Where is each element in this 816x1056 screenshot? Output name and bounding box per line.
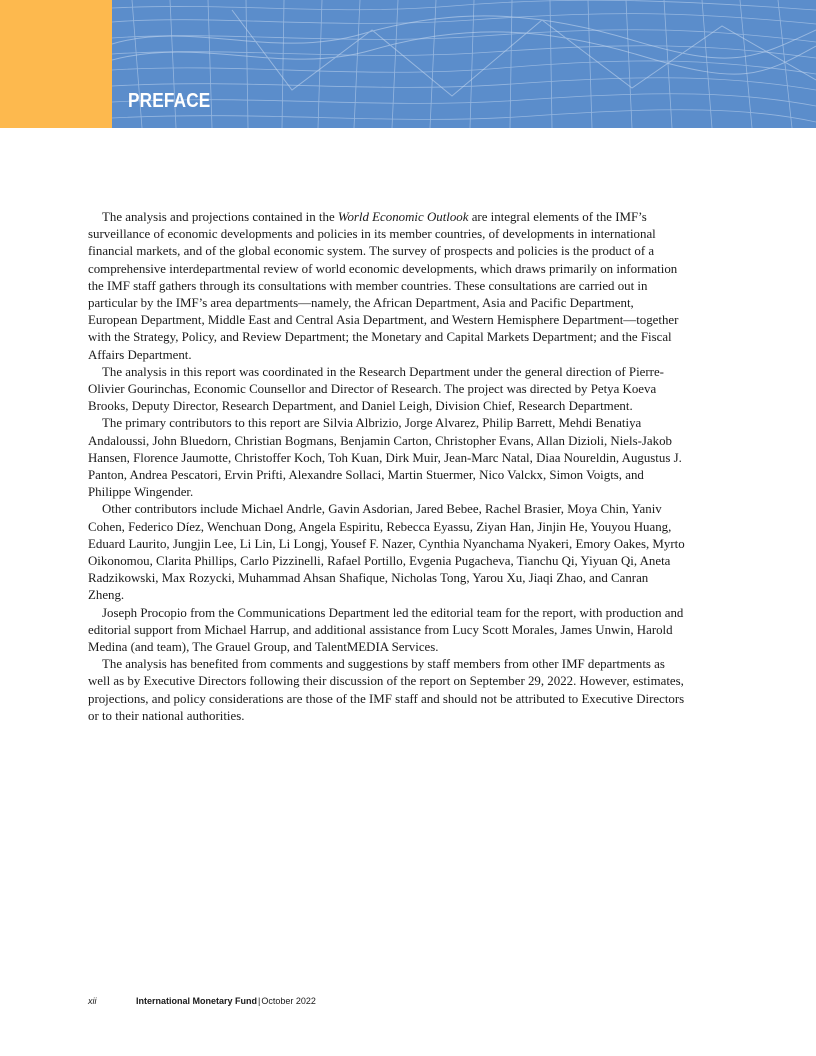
- paragraph: The analysis has benefited from comments and suggestions by staff members from other IMF departments as well as by Executive Directors following their discussion of the report on September 29, 2022. However, estimates, projections, and policy considerations are those of the IMF staff and should not be attributed to Executive Directors or to their national authorities.: [88, 657, 685, 723]
- wireframe-graphic: [112, 0, 816, 128]
- page-number: xii: [88, 996, 97, 1006]
- wireframe-mesh: [112, 0, 816, 128]
- paragraph: [88, 209, 686, 364]
- paragraph: The primary contributors to this report are Silvia Albrizio, Jorge Alvarez, Philip Barrett, Mehdi Benatiya Andaloussi, John Bluedorn, Christian Bogmans, Benjamin Carton, Christopher Evans, Allan Dizioli, Niels-Jakob Hansen, Florence Jaumotte, Christoffer Koch, Toh Kuan, Dirk Muir, Jean-Marc Natal, Diaa Noureldin, Augustus J. Panton, Andrea Pescatori, Ervin Prifti, Alexandre Sollaci, Martin Stuermer, Nico Valckx, Simon Voigts, and Philippe Wingender.: [88, 416, 682, 500]
- page-title: PREFACE: [128, 90, 211, 112]
- footer-separator: |: [258, 996, 261, 1006]
- paragraph-text: are integral elements of the IMF’s surveillance of economic developments and policies in its member countries, of developments in international financial markets, and of the global economic system. The survey of prospects and policies is the product of a comprehensive interdepartmental review of world economic developments, which draws primarily on information the IMF staff gathers through its consultations with member countries. These consultations are carried out in particular by the IMF’s area departments—namely, the African Department, Asia and Pacific Department, European Department, Middle East and Central Asia Department, and Western Hemisphere Department—together with the Strategy, Policy, and Review Department; the Monetary and Capital Markets Department; and the Fiscal Affairs Department.: [88, 210, 679, 362]
- paragraph: The analysis in this report was coordinated in the Research Department under the general direction of Pierre-Olivier Gourinchas, Economic Counsellor and Director of Research. The project was directed by Petya Koeva Brooks, Deputy Director, Research Department, and Daniel Leigh, Division Chief, Research Department.: [88, 364, 664, 414]
- paragraph-text: The analysis and projections contained in the: [102, 210, 338, 224]
- running-footer: [136, 996, 316, 1006]
- organization-name: International Monetary Fund: [136, 996, 258, 1006]
- orange-accent-block: [0, 0, 112, 128]
- publication-date: October 2022: [261, 996, 316, 1006]
- paragraph: Other contributors include Michael Andrle, Gavin Asdorian, Jared Bebee, Rachel Brasier, Moya Chin, Yaniv Cohen, Federico Díez, Wenchuan Dong, Angela Espiritu, Rebecca Eyassu, Ziyan Han, Jinjin He, Youyou Huang, Eduard Laurito, Jungjin Lee, Li Lin, Li Longj, Yousef F. Nazer, Cynthia Nyanchama Nyakeri, Emory Oakes, Myrto Oikonomou, Clarita Phillips, Carlo Pizzinelli, Rafael Portillo, Evgenia Pugacheva, Tianchu Qi, Yiyuan Qi, Aneta Radzikowski, Max Rozycki, Muhammad Ahsan Shafique, Nicholas Tong, Yarou Xu, Jiaqi Zhao, and Canran Zheng.: [88, 502, 685, 603]
- publication-title: World Economic Outlook: [337, 210, 469, 224]
- paragraph: Joseph Procopio from the Communications Department led the editorial team for the report, with production and editorial support from Michael Harrup, and additional assistance from Lucy Scott Morales, James Unwin, Harold Medina (and team), The Grauel Group, and TalentMEDIA Services.: [88, 605, 684, 655]
- preface-body: [88, 209, 686, 725]
- header-banner: [0, 0, 816, 128]
